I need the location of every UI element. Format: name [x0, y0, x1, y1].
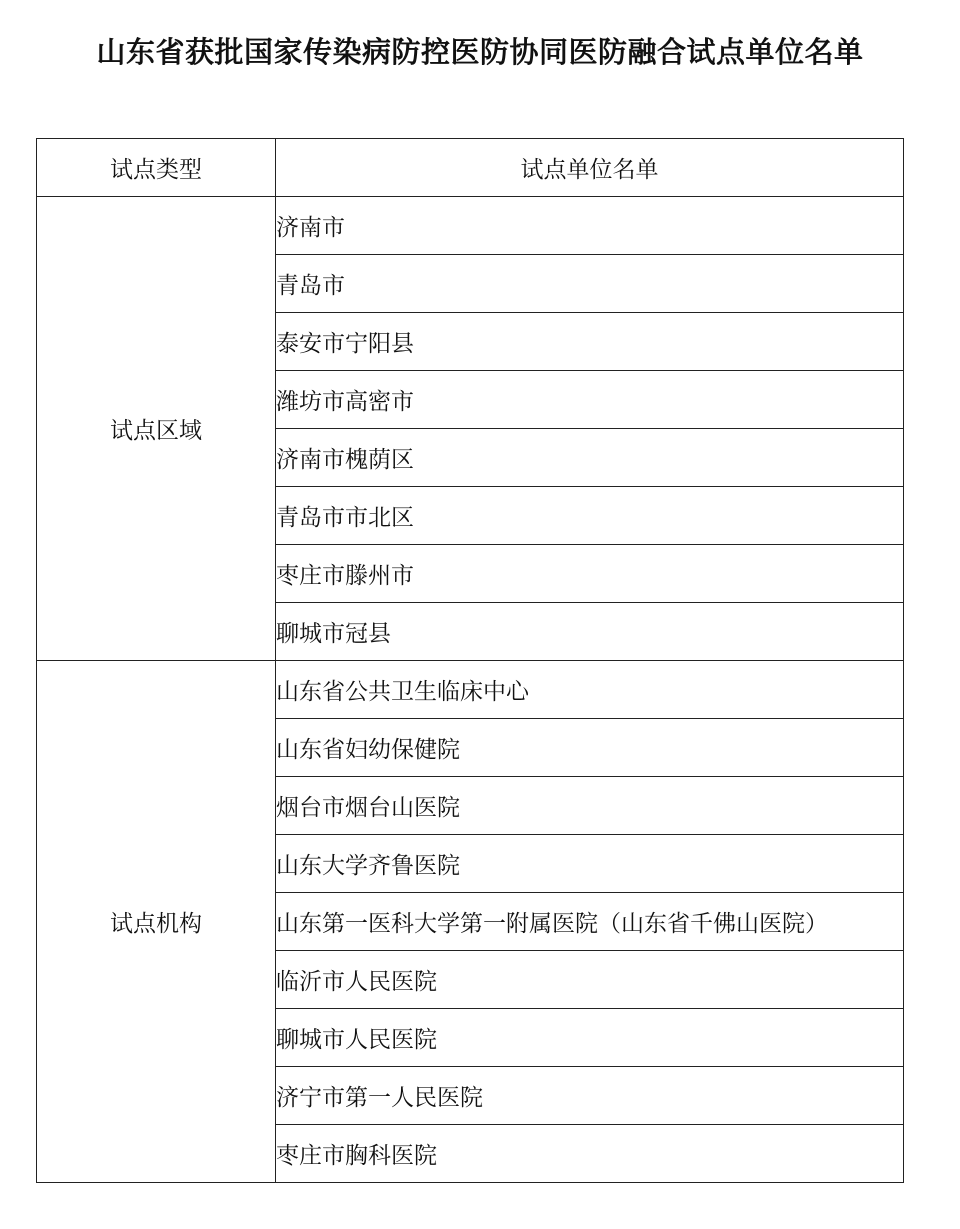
- unit-cell: 青岛市: [276, 255, 904, 313]
- unit-cell: 山东第一医科大学第一附属医院（山东省千佛山医院）: [276, 893, 904, 951]
- unit-cell: 济南市: [276, 197, 904, 255]
- page-title: 山东省获批国家传染病防控医防协同医防融合试点单位名单: [96, 35, 864, 69]
- pilot-units-table: [36, 138, 904, 1183]
- unit-cell: 聊城市人民医院: [276, 1009, 904, 1067]
- header-pilot-type: 试点类型: [37, 139, 276, 197]
- unit-cell: 济南市槐荫区: [276, 429, 904, 487]
- table-header-row: [37, 139, 904, 197]
- unit-cell: 山东省妇幼保健院: [276, 719, 904, 777]
- unit-cell: 青岛市市北区: [276, 487, 904, 545]
- unit-cell: 枣庄市胸科医院: [276, 1125, 904, 1183]
- unit-cell: 临沂市人民医院: [276, 951, 904, 1009]
- table-row: [37, 197, 904, 255]
- unit-cell: 聊城市冠县: [276, 603, 904, 661]
- unit-cell: 枣庄市滕州市: [276, 545, 904, 603]
- unit-cell: 烟台市烟台山医院: [276, 777, 904, 835]
- table-row: [37, 661, 904, 719]
- header-pilot-units: 试点单位名单: [276, 139, 904, 197]
- unit-cell: 泰安市宁阳县: [276, 313, 904, 371]
- unit-cell: 山东大学齐鲁医院: [276, 835, 904, 893]
- group-type-cell: 试点机构: [37, 661, 276, 1183]
- unit-cell: 潍坊市高密市: [276, 371, 904, 429]
- group-type-cell: 试点区域: [37, 197, 276, 661]
- unit-cell: 济宁市第一人民医院: [276, 1067, 904, 1125]
- unit-cell: 山东省公共卫生临床中心: [276, 661, 904, 719]
